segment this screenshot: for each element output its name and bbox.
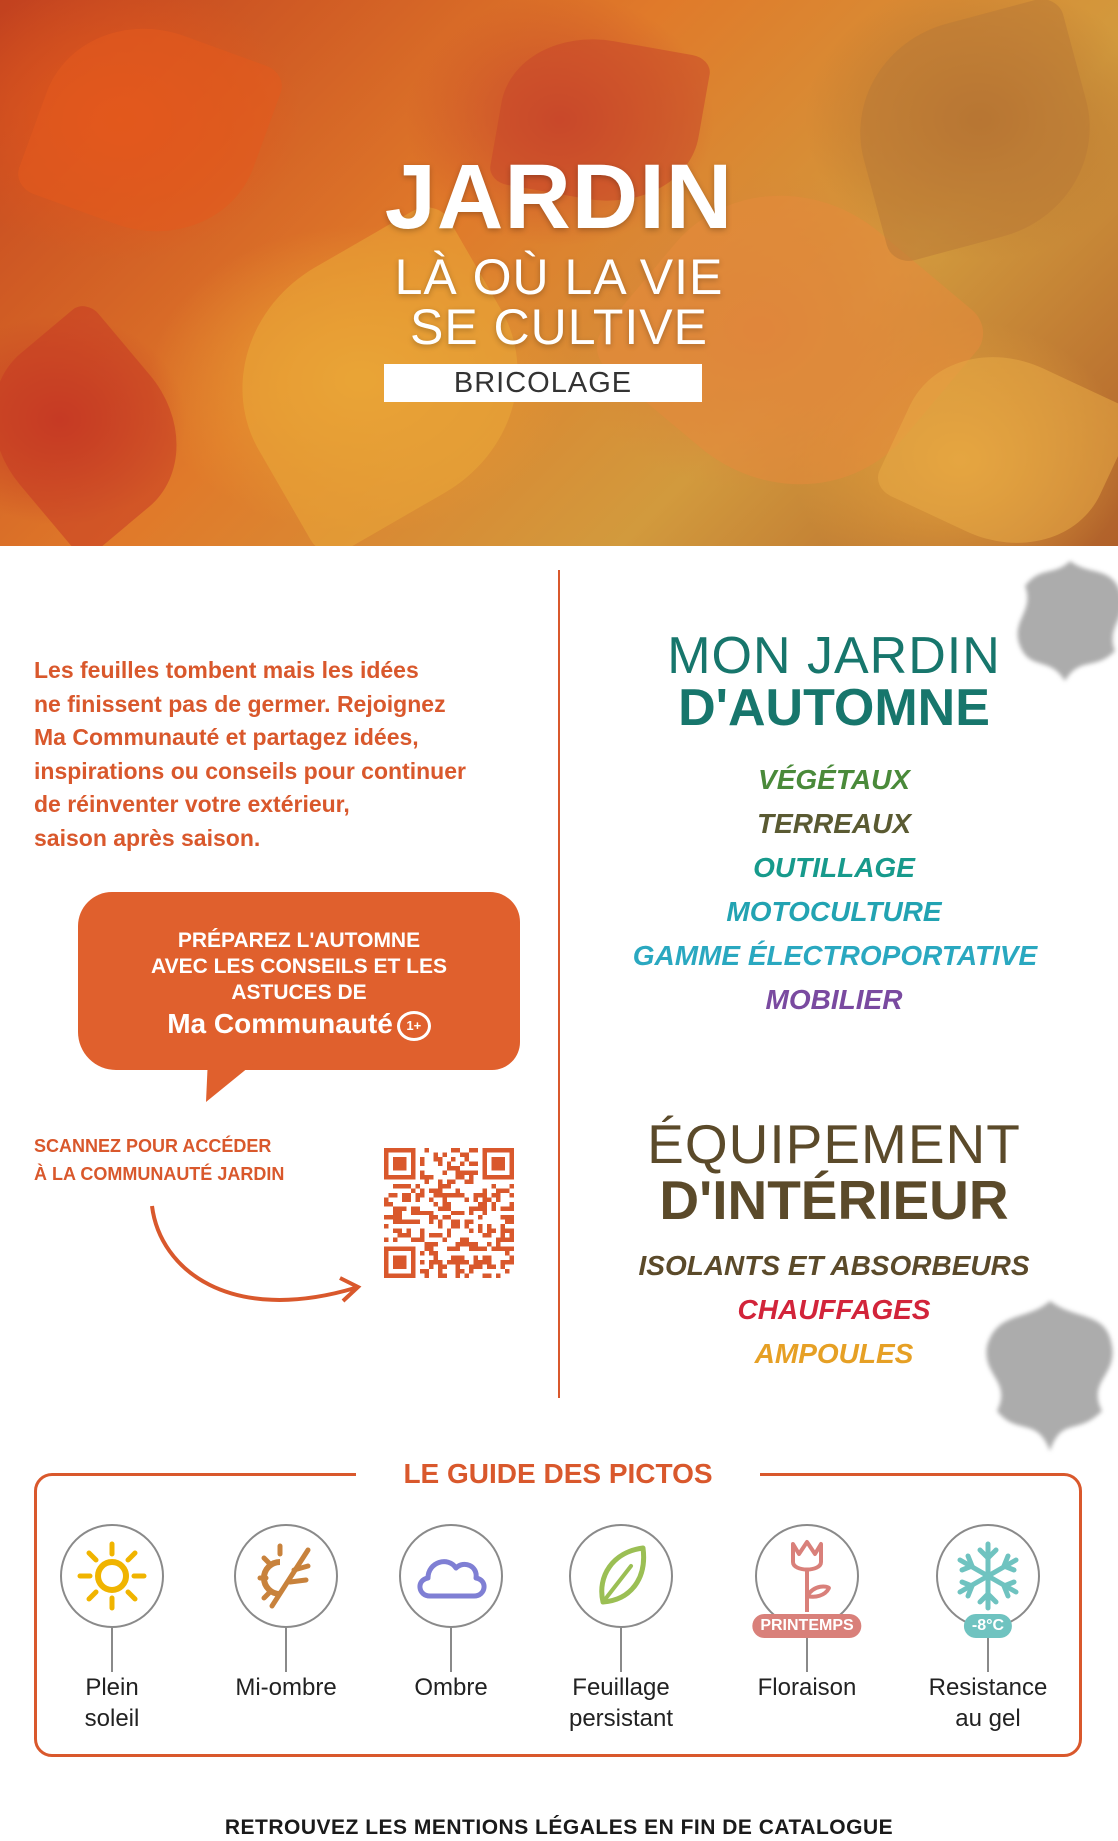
picto-label: Ombre <box>414 1674 488 1701</box>
intro-line: Les feuilles tombent mais les idées <box>34 657 419 683</box>
speech-bubble-text <box>78 928 520 1006</box>
equipement-title-bold: D'INTÉRIEUR <box>659 1169 1009 1231</box>
intro-line: Ma Communauté et partagez idées, <box>34 724 419 750</box>
bubble-line: PRÉPAREZ L'AUTOMNE <box>177 929 421 952</box>
scan-line: À LA COMMUNAUTÉ JARDIN <box>34 1164 285 1184</box>
category-chauffages[interactable]: CHAUFFAGES <box>737 1294 931 1325</box>
temperature-badge: -8°C <box>964 1614 1012 1638</box>
picto-label: au gel <box>955 1705 1021 1732</box>
category-mobilier[interactable]: MOBILIER <box>765 984 903 1015</box>
bubble-line: ASTUCES DE <box>231 981 367 1004</box>
community-brand <box>78 1008 520 1041</box>
picto-label: soleil <box>84 1705 140 1732</box>
intro-line: inspirations ou conseils pour continuer <box>34 757 466 784</box>
picto-label: Resistance <box>928 1674 1048 1701</box>
scan-instructions <box>34 1132 364 1188</box>
scan-line: SCANNEZ POUR ACCÉDER <box>34 1136 272 1156</box>
picto-label: Feuillage <box>572 1674 670 1701</box>
picto-stem <box>111 1628 113 1672</box>
picto-label: Mi-ombre <box>235 1674 337 1701</box>
picto-plein-soleil <box>32 1524 192 1734</box>
community-brand-name: Ma Communauté <box>167 1008 393 1039</box>
legal-footer: RETROUVEZ LES MENTIONS LÉGALES EN FIN DE CATALOGUE <box>224 1816 894 1839</box>
hero-banner <box>0 0 1118 546</box>
picto-circle <box>755 1524 859 1628</box>
category-motoculture[interactable]: MOTOCULTURE <box>726 896 942 927</box>
picto-mi-ombre <box>206 1524 366 1703</box>
hero-title: JARDIN <box>384 146 734 248</box>
qr-code[interactable] <box>384 1148 514 1278</box>
category-isolants[interactable]: ISOLANTS ET ABSORBEURS <box>638 1250 1030 1281</box>
category-terreaux[interactable]: TERREAUX <box>756 808 911 839</box>
category-ampoules[interactable]: AMPOULES <box>754 1338 914 1369</box>
bubble-line: AVEC LES CONSEILS ET LES <box>151 955 447 978</box>
picto-floraison <box>727 1524 887 1703</box>
picto-label: Floraison <box>757 1674 857 1701</box>
sun-icon <box>76 1540 148 1612</box>
picto-circle <box>936 1524 1040 1628</box>
picto-label: Plein <box>85 1674 139 1701</box>
intro-line: de réinventer votre extérieur, <box>34 791 350 817</box>
leaf-icon <box>589 1540 653 1612</box>
picto-circle <box>60 1524 164 1628</box>
picto-circle-wrap <box>908 1524 1068 1634</box>
picto-resistance-gel <box>908 1524 1068 1734</box>
section-label: BRICOLAGE <box>384 364 702 402</box>
intro-line: ne finissent pas de germer. Rejoignez <box>34 690 446 717</box>
picto-ombre <box>371 1524 531 1703</box>
picto-circle <box>234 1524 338 1628</box>
intro-line: saison après saison. <box>34 824 261 851</box>
category-electroportative[interactable]: GAMME ÉLECTROPORTATIVE <box>632 940 1038 971</box>
intro-text <box>34 654 544 855</box>
cloud-icon <box>412 1546 490 1606</box>
picto-feuillage-persistant <box>541 1524 701 1734</box>
picto-label: persistant <box>568 1705 674 1732</box>
picto-stem <box>450 1628 452 1672</box>
picto-circle <box>399 1524 503 1628</box>
jardin-automne-title-bold: D'AUTOMNE <box>678 679 990 737</box>
hero-subtitle-line1: LÀ OÙ LA VIE <box>394 249 724 305</box>
category-outillage[interactable]: OUTILLAGE <box>753 852 915 883</box>
snowflake-icon <box>952 1540 1024 1612</box>
column-divider <box>558 570 560 1398</box>
category-vegetaux[interactable]: VÉGÉTAUX <box>758 764 910 795</box>
partial-shade-icon <box>250 1540 322 1612</box>
flower-icon <box>777 1536 837 1616</box>
jardin-automne-title-light: MON JARDIN <box>667 627 1001 685</box>
hero-subtitle-line2: SE CULTIVE <box>409 299 709 355</box>
equipement-title-light: ÉQUIPEMENT <box>647 1113 1021 1175</box>
curved-arrow-icon <box>140 1200 370 1320</box>
picto-stem <box>620 1628 622 1672</box>
picto-circle <box>569 1524 673 1628</box>
picto-circle-wrap <box>727 1524 887 1634</box>
community-logo-icon: 1+ <box>397 1011 431 1041</box>
picto-guide-title: LE GUIDE DES PICTOS <box>403 1458 713 1489</box>
picto-stem <box>285 1628 287 1672</box>
season-badge: PRINTEMPS <box>752 1614 861 1638</box>
